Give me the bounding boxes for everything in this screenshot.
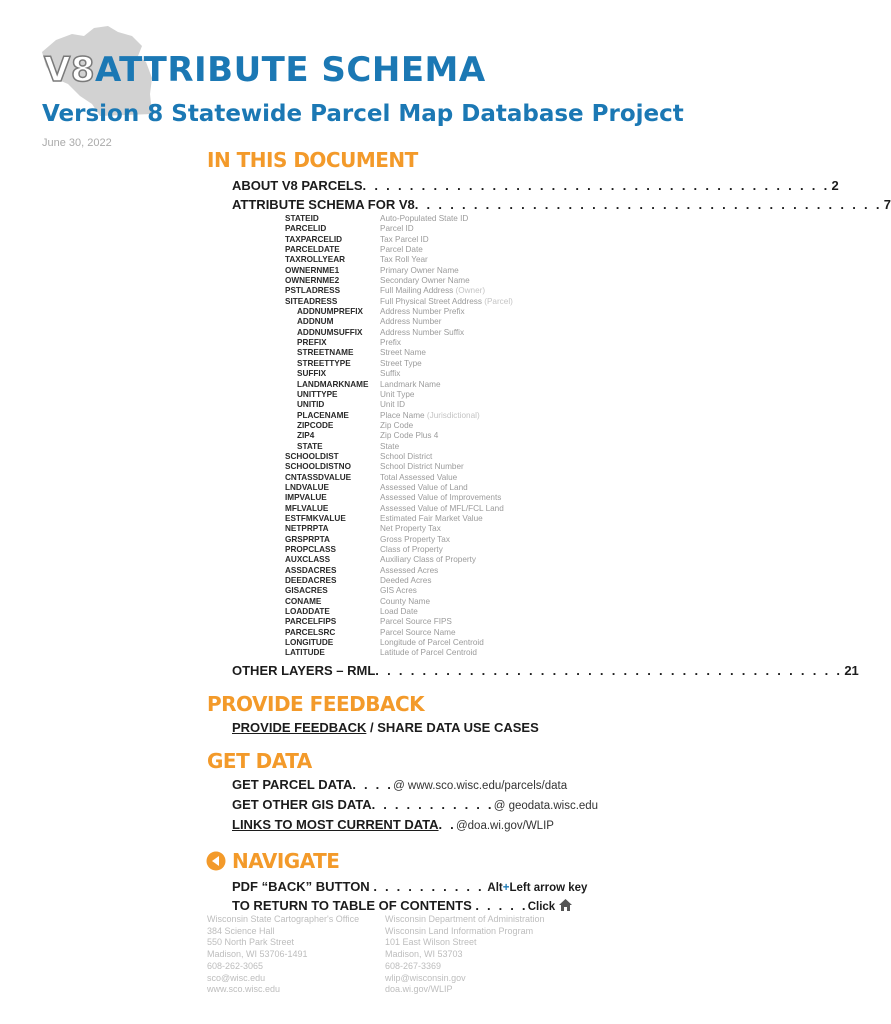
field-description bbox=[380, 255, 428, 265]
leader-dots: . . bbox=[438, 817, 456, 832]
field-row bbox=[285, 286, 525, 296]
toc-leader-dots: . . . . . . . . . . . . . . . . . . . . . . . . . . . . . . . . . . . . . . . . bbox=[414, 197, 882, 212]
field-row bbox=[285, 607, 525, 617]
field-row bbox=[285, 442, 525, 452]
field-name: ASSDACRES bbox=[285, 565, 337, 575]
field-description-text: Deeded Acres bbox=[380, 576, 432, 586]
field-name: LNDVALUE bbox=[285, 482, 329, 492]
field-row bbox=[285, 504, 525, 514]
toc-leader-dots: . . . . . . . . . . . . . . . . . . . . . . . . . . . . . . . . . . . . . . . . bbox=[362, 178, 830, 193]
field-row bbox=[285, 586, 525, 596]
field-description bbox=[380, 493, 501, 503]
field-name: TAXPARCELID bbox=[285, 234, 343, 244]
leader-dots: . . . . bbox=[352, 777, 394, 792]
field-row bbox=[285, 307, 525, 317]
field-name: SCHOOLDIST bbox=[285, 451, 339, 461]
field-row bbox=[285, 535, 525, 545]
field-description-text: Suffix bbox=[380, 369, 401, 379]
subtitle: Version 8 Statewide Parcel Map Database Project bbox=[42, 101, 684, 127]
field-name: PARCELSRC bbox=[285, 627, 336, 637]
field-description bbox=[380, 607, 418, 617]
key-left-arrow: Left arrow key bbox=[509, 882, 588, 894]
field-name: CONAME bbox=[285, 596, 322, 606]
field-name: DEEDACRES bbox=[285, 576, 337, 586]
field-description bbox=[380, 483, 468, 493]
field-description bbox=[380, 514, 483, 524]
field-description-text: Address Number Suffix bbox=[380, 327, 465, 337]
field-row bbox=[285, 555, 525, 565]
click-label: Click bbox=[527, 901, 556, 913]
field-description-text: Parcel Source FIPS bbox=[380, 617, 452, 627]
pdf-back-button-row bbox=[232, 879, 587, 894]
field-note: (Jurisdictional) bbox=[426, 410, 480, 420]
field-description bbox=[380, 421, 413, 431]
field-name: PARCELID bbox=[285, 224, 327, 234]
leader-dots: . . . . . bbox=[475, 898, 528, 913]
field-row bbox=[285, 348, 525, 358]
link-label: GET OTHER GIS DATA bbox=[232, 797, 372, 812]
footer-line: 101 East Wilson Street bbox=[385, 937, 477, 948]
section-heading-in-this-document: IN THIS DOCUMENT bbox=[207, 148, 418, 172]
field-description bbox=[380, 535, 450, 545]
toc-label: ABOUT V8 PARCELS bbox=[232, 178, 363, 193]
field-description-text: Unit ID bbox=[380, 400, 406, 410]
field-name: SITEADRESS bbox=[285, 296, 338, 306]
field-row bbox=[285, 483, 525, 493]
field-note: (Parcel) bbox=[484, 296, 513, 306]
link-url: @ www.sco.wisc.edu/parcels/data bbox=[393, 780, 568, 792]
footer-line: Wisconsin Land Information Program bbox=[385, 925, 534, 936]
links-to-current-data-link[interactable] bbox=[232, 817, 554, 832]
field-description bbox=[380, 597, 430, 607]
toc-page-number: 2 bbox=[831, 178, 839, 193]
field-description-text: Secondary Owner Name bbox=[380, 276, 470, 286]
field-description-text: Address Number bbox=[380, 317, 442, 327]
field-description bbox=[380, 638, 484, 648]
field-row bbox=[285, 266, 525, 276]
field-description bbox=[380, 473, 457, 483]
field-description bbox=[380, 648, 477, 658]
field-name: UNITID bbox=[297, 400, 325, 410]
footer-sco-address bbox=[207, 914, 359, 996]
field-row bbox=[285, 473, 525, 483]
field-name: NETPRPTA bbox=[285, 524, 329, 534]
field-description-text: Assessed Acres bbox=[380, 565, 439, 575]
field-name: ADDNUMPREFIX bbox=[297, 307, 363, 317]
field-name: STREETTYPE bbox=[297, 358, 351, 368]
field-description bbox=[380, 245, 423, 255]
field-row bbox=[285, 400, 525, 410]
field-description bbox=[380, 338, 401, 348]
toc-label: OTHER LAYERS – RML bbox=[232, 663, 376, 678]
field-description bbox=[380, 566, 438, 576]
field-name: SUFFIX bbox=[297, 369, 327, 379]
field-description bbox=[380, 224, 414, 234]
title-v8: V8 bbox=[44, 50, 95, 90]
row-label: TO RETURN TO TABLE OF CONTENTS bbox=[232, 898, 472, 913]
field-name: STATEID bbox=[285, 214, 319, 223]
field-row bbox=[285, 380, 525, 390]
field-name: ADDNUM bbox=[297, 317, 334, 327]
footer-website-link[interactable]: doa.wi.gov/WLIP bbox=[385, 984, 453, 995]
link-url: @ geodata.wisc.edu bbox=[493, 800, 599, 812]
field-name: ZIP4 bbox=[297, 431, 315, 441]
toc-entry-other-layers[interactable] bbox=[232, 663, 859, 678]
field-description-text: Parcel Source Name bbox=[380, 627, 456, 637]
field-description-text: Assessed Value of Improvements bbox=[380, 493, 502, 503]
toc-entry-schema[interactable] bbox=[232, 197, 891, 212]
field-row bbox=[285, 369, 525, 379]
field-row bbox=[285, 566, 525, 576]
field-name: PARCELFIPS bbox=[285, 617, 337, 627]
field-description-text: Class of Property bbox=[380, 545, 443, 554]
field-description bbox=[380, 411, 480, 421]
field-name: PROPCLASS bbox=[285, 545, 336, 554]
footer-website-link[interactable]: www.sco.wisc.edu bbox=[207, 984, 281, 995]
field-row bbox=[285, 328, 525, 338]
field-name: STATE bbox=[297, 441, 323, 451]
field-name: UNITTYPE bbox=[297, 389, 338, 399]
provide-feedback-link[interactable]: PROVIDE FEEDBACK bbox=[232, 720, 367, 735]
field-description bbox=[380, 442, 399, 452]
field-name: ADDNUMSUFFIX bbox=[297, 327, 363, 337]
field-description bbox=[380, 276, 470, 286]
title-rest: ATTRIBUTE SCHEMA bbox=[94, 50, 486, 90]
field-description bbox=[380, 359, 422, 369]
field-description bbox=[380, 576, 431, 586]
return-to-toc-row bbox=[232, 898, 572, 913]
field-description-text: Zip Code Plus 4 bbox=[380, 431, 439, 441]
field-name: LANDMARKNAME bbox=[297, 379, 369, 389]
field-description bbox=[380, 348, 426, 358]
footer-line: Wisconsin Department of Administration bbox=[385, 914, 545, 924]
link-label: GET PARCEL DATA bbox=[232, 777, 353, 792]
field-row bbox=[285, 235, 525, 245]
section-heading-navigate: NAVIGATE bbox=[232, 849, 340, 873]
field-name: LATITUDE bbox=[285, 648, 325, 658]
field-description-text: Full Mailing Address bbox=[380, 286, 454, 296]
field-description bbox=[380, 400, 405, 410]
field-description bbox=[380, 524, 441, 534]
key-alt: Alt bbox=[487, 882, 503, 894]
footer-line: 608-262-3065 bbox=[207, 960, 264, 971]
field-row bbox=[285, 390, 525, 400]
toc-entry-about[interactable] bbox=[232, 178, 839, 193]
field-row bbox=[285, 597, 525, 607]
field-description bbox=[380, 628, 456, 638]
field-description-text: Prefix bbox=[380, 338, 401, 348]
field-row bbox=[285, 411, 525, 421]
field-description-text: Landmark Name bbox=[380, 379, 441, 389]
field-row bbox=[285, 297, 525, 307]
field-row bbox=[285, 255, 525, 265]
leader-dots: . . . . . . . . . . . bbox=[371, 797, 494, 812]
field-description-text: State bbox=[380, 441, 400, 451]
field-name: MFLVALUE bbox=[285, 503, 329, 513]
field-description-text: Assessed Value of MFL/FCL Land bbox=[380, 503, 504, 513]
field-description bbox=[380, 266, 459, 276]
field-name: OWNERNME1 bbox=[285, 265, 340, 275]
field-description-text: Longitude of Parcel Centroid bbox=[380, 638, 484, 648]
field-row bbox=[285, 338, 525, 348]
footer-line: Madison, WI 53706-1491 bbox=[207, 949, 308, 960]
field-name: PREFIX bbox=[297, 338, 327, 348]
field-description bbox=[380, 307, 465, 317]
field-description-text: Gross Property Tax bbox=[380, 534, 450, 544]
field-row bbox=[285, 317, 525, 327]
field-description-text: Place Name bbox=[380, 410, 425, 420]
field-row bbox=[285, 214, 525, 224]
field-name: GRSPRPTA bbox=[285, 534, 330, 544]
field-description-text: Assessed Value of Land bbox=[380, 482, 468, 492]
field-name: LONGITUDE bbox=[285, 638, 334, 648]
footer-line: Wisconsin State Cartographer's Office bbox=[207, 914, 360, 924]
field-description bbox=[380, 462, 464, 472]
field-row bbox=[285, 276, 525, 286]
field-description bbox=[380, 235, 429, 245]
field-description-text: Parcel ID bbox=[380, 224, 414, 234]
field-row bbox=[285, 648, 525, 658]
footer-line: 608-267-3369 bbox=[385, 960, 442, 971]
field-description bbox=[380, 431, 438, 441]
field-description-text: Tax Parcel ID bbox=[380, 234, 429, 244]
footer-line: 550 North Park Street bbox=[207, 937, 295, 948]
link-label: LINKS TO MOST CURRENT DATA bbox=[232, 817, 439, 832]
field-row bbox=[285, 452, 525, 462]
field-description-text: School District Number bbox=[380, 462, 464, 472]
footer-email-link[interactable]: sco@wisc.edu bbox=[207, 972, 266, 983]
get-parcel-data-link[interactable] bbox=[232, 777, 567, 792]
page-title bbox=[44, 50, 486, 90]
field-description bbox=[380, 390, 414, 400]
field-name: SCHOOLDISTNO bbox=[285, 462, 351, 472]
footer-line: Madison, WI 53703 bbox=[385, 949, 463, 960]
field-row bbox=[285, 617, 525, 627]
field-name: CNTASSDVALUE bbox=[285, 472, 352, 482]
field-description-text: GIS Acres bbox=[380, 586, 417, 596]
field-name: PSTLADRESS bbox=[285, 286, 341, 296]
field-description-text: Estimated Fair Market Value bbox=[380, 513, 483, 523]
field-description-text: Load Date bbox=[380, 607, 418, 617]
field-row bbox=[285, 462, 525, 472]
field-row bbox=[285, 493, 525, 503]
field-name: ESTFMKVALUE bbox=[285, 513, 346, 523]
field-description-text: Net Property Tax bbox=[380, 524, 441, 534]
field-row bbox=[285, 359, 525, 369]
toc-page-number: 21 bbox=[844, 663, 859, 678]
field-description bbox=[380, 452, 432, 462]
field-description-text: Latitude of Parcel Centroid bbox=[380, 648, 477, 658]
field-name: LOADDATE bbox=[285, 607, 330, 617]
field-description-text: Auxiliary Class of Property bbox=[380, 555, 477, 565]
field-description bbox=[380, 380, 441, 390]
field-description-text: Tax Roll Year bbox=[380, 255, 428, 265]
field-name: TAXROLLYEAR bbox=[285, 255, 346, 265]
document-date: June 30, 2022 bbox=[42, 137, 112, 149]
leader-dots: . . . . . . . . . . bbox=[373, 879, 484, 894]
field-name: OWNERNME2 bbox=[285, 276, 340, 286]
field-description-text: Full Physical Street Address bbox=[380, 296, 482, 306]
field-description-text: Street Type bbox=[380, 358, 422, 368]
field-note: (Owner) bbox=[455, 286, 486, 296]
field-name: AUXCLASS bbox=[285, 555, 331, 565]
field-name: PLACENAME bbox=[297, 410, 349, 420]
field-description bbox=[380, 328, 464, 338]
field-description-text: Address Number Prefix bbox=[380, 307, 465, 317]
section-heading-provide-feedback: PROVIDE FEEDBACK bbox=[207, 692, 425, 716]
field-row bbox=[285, 638, 525, 648]
field-description-text: Zip Code bbox=[380, 420, 414, 430]
field-row bbox=[285, 421, 525, 431]
field-description-text: County Name bbox=[380, 596, 431, 606]
field-description-text: Primary Owner Name bbox=[380, 265, 459, 275]
field-description bbox=[380, 297, 513, 307]
field-row bbox=[285, 545, 525, 555]
field-name: IMPVALUE bbox=[285, 493, 327, 503]
field-description bbox=[380, 617, 452, 627]
field-list bbox=[285, 214, 525, 659]
section-heading-get-data: GET DATA bbox=[207, 749, 312, 773]
field-description bbox=[380, 504, 504, 514]
field-description bbox=[380, 317, 441, 327]
field-description bbox=[380, 555, 476, 565]
field-description-text: Street Name bbox=[380, 348, 426, 358]
feedback-row bbox=[232, 720, 539, 735]
field-name: PARCELDATE bbox=[285, 245, 340, 255]
field-description bbox=[380, 586, 417, 596]
field-description-text: Unit Type bbox=[380, 389, 415, 399]
field-row bbox=[285, 431, 525, 441]
field-description bbox=[380, 286, 485, 296]
toc-page-number: 7 bbox=[883, 197, 891, 212]
field-description bbox=[380, 214, 468, 224]
field-description bbox=[380, 369, 400, 379]
field-name: GISACRES bbox=[285, 586, 328, 596]
footer-line: 384 Science Hall bbox=[207, 925, 275, 936]
toc-leader-dots: . . . . . . . . . . . . . . . . . . . . . . . . . . . . . . . . . . . . . . . . bbox=[375, 663, 843, 678]
field-row bbox=[285, 524, 525, 534]
field-name: ZIPCODE bbox=[297, 420, 334, 430]
field-description-text: Parcel Date bbox=[380, 245, 423, 255]
back-arrow-circle-icon bbox=[206, 851, 226, 871]
footer-email-link[interactable]: wlip@wisconsin.gov bbox=[385, 972, 466, 983]
home-icon[interactable] bbox=[559, 899, 572, 911]
row-label: PDF “BACK” BUTTON bbox=[232, 879, 370, 894]
field-row bbox=[285, 628, 525, 638]
field-description bbox=[380, 545, 443, 555]
field-row bbox=[285, 224, 525, 234]
field-row bbox=[285, 514, 525, 524]
feedback-separator: / bbox=[366, 720, 378, 735]
footer-doa-address bbox=[385, 914, 545, 996]
field-row bbox=[285, 245, 525, 255]
get-other-gis-data-link[interactable] bbox=[232, 797, 598, 812]
toc-label: ATTRIBUTE SCHEMA FOR V8 bbox=[232, 197, 415, 212]
field-description-text: Total Assessed Value bbox=[380, 472, 458, 482]
field-description-text: Auto-Populated State ID bbox=[380, 214, 469, 223]
field-description-text: School District bbox=[380, 451, 433, 461]
share-data-use-cases-link[interactable]: SHARE DATA USE CASES bbox=[377, 720, 539, 735]
link-url: @doa.wi.gov/WLIP bbox=[455, 820, 554, 832]
field-row bbox=[285, 576, 525, 586]
key-plus: + bbox=[502, 882, 510, 894]
field-name: STREETNAME bbox=[297, 348, 354, 358]
